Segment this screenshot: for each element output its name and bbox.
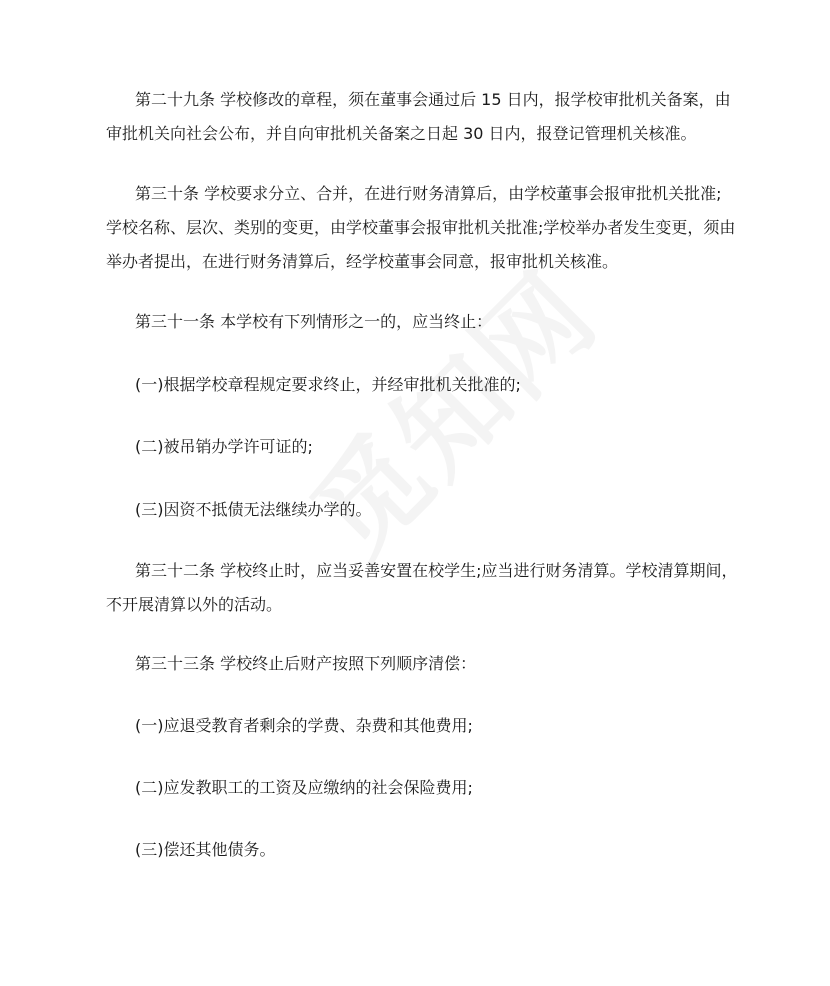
article-32-line-2: 不开展清算以外的活动。 bbox=[106, 595, 283, 614]
article-33-item-2: (二)应发教职工的工资及应缴纳的社会保险费用; bbox=[135, 778, 473, 797]
article-31-heading: 第三十一条 本学校有下列情形之一的，应当终止： bbox=[135, 312, 493, 331]
article-29 bbox=[106, 83, 731, 151]
article-30-line-3: 举办者提出，在进行财务清算后，经学校董事会同意，报审批机关核准。 bbox=[106, 252, 619, 271]
article-33-item-1: (一)应退受教育者剩余的学费、杂费和其他费用; bbox=[135, 716, 473, 735]
article-29-line-2: 审批机关向社会公布，并自向审批机关备案之日起 30 日内，报登记管理机关核准。 bbox=[106, 124, 697, 143]
article-31-item-2: (二)被吊销办学许可证的; bbox=[135, 437, 313, 456]
article-33-item-3: (三)偿还其他债务。 bbox=[135, 840, 276, 859]
article-33-heading: 第三十三条 学校终止后财产按照下列顺序清偿： bbox=[135, 654, 477, 673]
article-31-item-1: (一)根据学校章程规定要求终止，并经审批机关批准的; bbox=[135, 375, 521, 394]
article-30 bbox=[106, 177, 736, 279]
article-30-line-1: 第三十条 学校要求分立、合并，在进行财务清算后，由学校董事会报审批机关批准; bbox=[135, 184, 722, 203]
article-32 bbox=[106, 554, 738, 622]
article-30-line-2: 学校名称、层次、类别的变更，由学校董事会报审批机关批准;学校举办者发生变更，须由 bbox=[106, 218, 736, 237]
article-31-item-3: (三)因资不抵债无法继续办学的。 bbox=[135, 500, 372, 519]
article-29-line-1: 第二十九条 学校修改的章程，须在董事会通过后 15 日内，报学校审批机关备案，由 bbox=[135, 90, 731, 109]
article-32-line-1: 第三十二条 学校终止时，应当妥善安置在校学生;应当进行财务清算。学校清算期间， bbox=[135, 561, 738, 580]
